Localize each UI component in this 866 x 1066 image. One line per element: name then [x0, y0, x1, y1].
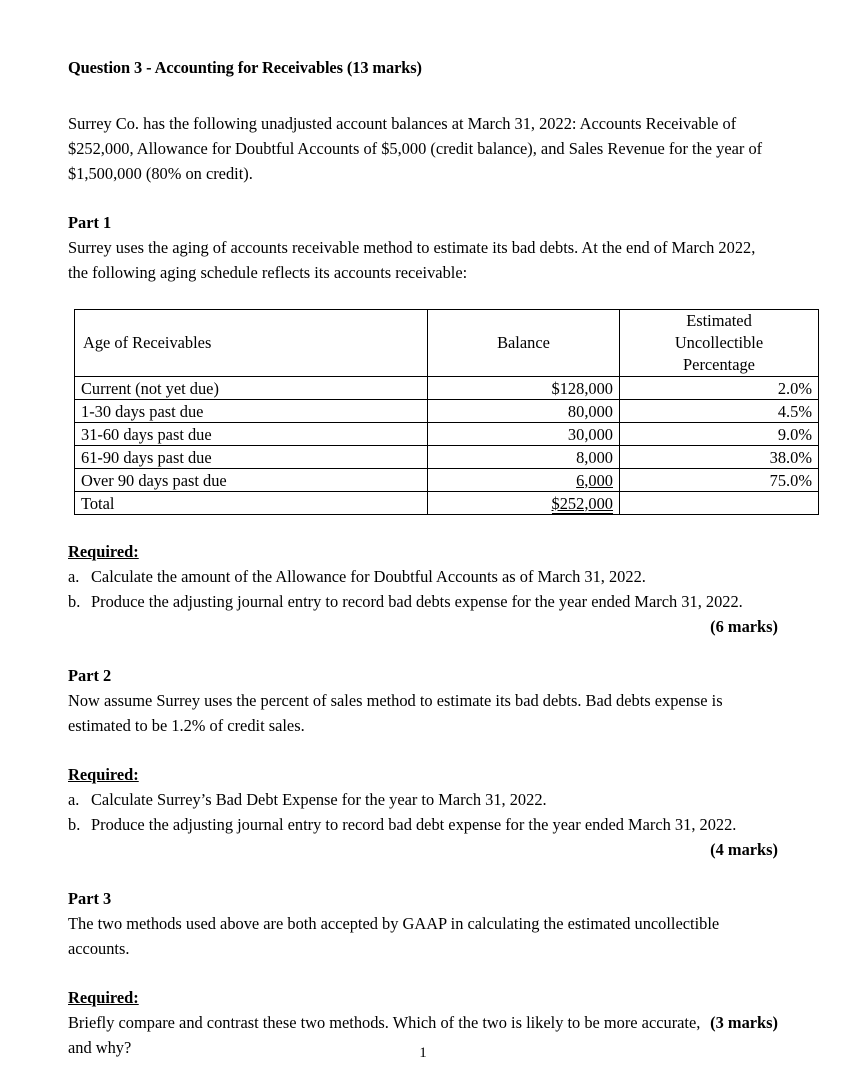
cell-balance-value: 6,000 [576, 470, 613, 490]
list-marker: b. [68, 592, 81, 611]
column-header-pct-line1: Estimated [686, 311, 752, 330]
list-marker: a. [68, 790, 80, 809]
part3-body: The two methods used above are both accepted by GAAP in calculating the estimated uncollectible accounts. [68, 914, 720, 958]
list-marker: a. [68, 567, 80, 586]
table-total-row [75, 492, 819, 515]
part1-required-label: Required: [68, 542, 139, 561]
cell-age: 1-30 days past due [75, 400, 428, 423]
table-row [75, 377, 819, 400]
cell-age: Current (not yet due) [75, 377, 428, 400]
table-row [75, 423, 819, 446]
part3-required-label: Required: [68, 988, 139, 1007]
part2-body: Now assume Surrey uses the percent of sales method to estimate its bad debts. Bad debts expense is estimated to be 1.2% of credit sales. [68, 691, 723, 735]
column-header-balance: Balance [428, 310, 620, 377]
part2-marks: (4 marks) [710, 840, 778, 859]
cell-balance [428, 469, 620, 492]
column-header-pct-line2: Uncollectible [674, 333, 764, 352]
cell-percentage: 75.0% [620, 469, 819, 492]
list-item [68, 812, 778, 837]
part2-required-label: Required: [68, 765, 139, 784]
list-item-text: Produce the adjusting journal entry to record bad debts expense for the year ended March 31, 2022. [91, 592, 743, 611]
cell-total-balance-value: $252,000 [551, 493, 613, 513]
aging-schedule-table [74, 309, 819, 515]
cell-total-balance [428, 492, 620, 515]
list-item [68, 787, 778, 812]
part1-marks: (6 marks) [710, 617, 778, 636]
list-item-text: Produce the adjusting journal entry to record bad debt expense for the year ended March 31, 2022. [91, 815, 737, 834]
part1-body: Surrey uses the aging of accounts receivable method to estimate its bad debts. At the end of March 2022, the following aging schedule reflects its accounts receivable: [68, 238, 756, 282]
cell-age: 31-60 days past due [75, 423, 428, 446]
list-item-text: Calculate the amount of the Allowance for Doubtful Accounts as of March 31, 2022. [91, 567, 646, 586]
table-header-row [75, 310, 819, 377]
cell-age: 61-90 days past due [75, 446, 428, 469]
part3-heading: Part 3 [68, 889, 112, 908]
question-title: Question 3 - Accounting for Receivables (13 marks) [68, 58, 422, 77]
list-item [68, 564, 778, 589]
cell-total-percentage [620, 492, 819, 515]
table-row [75, 446, 819, 469]
list-item-text: Calculate Surrey’s Bad Debt Expense for the year to March 31, 2022. [91, 790, 547, 809]
document-page [68, 0, 812, 1061]
cell-balance: 30,000 [428, 423, 620, 446]
part3-question-text: Briefly compare and contrast these two methods. Which of the two is likely to be more accurate, and why? [68, 1013, 701, 1057]
part2-heading: Part 2 [68, 666, 112, 685]
part1-required-list [68, 564, 778, 614]
cell-percentage: 4.5% [620, 400, 819, 423]
cell-percentage: 2.0% [620, 377, 819, 400]
cell-percentage: 9.0% [620, 423, 819, 446]
table-row [75, 469, 819, 492]
cell-balance: 80,000 [428, 400, 620, 423]
question-intro-paragraph: Surrey Co. has the following unadjusted account balances at March 31, 2022: Accounts Receivable of $252,000, Allowance for Doubtful Accounts of $5,000 (credit balance), and Sales Revenue for the year of $1,500,000 (80% on credit). [68, 114, 763, 183]
table-row [75, 400, 819, 423]
list-marker: b. [68, 815, 81, 834]
page-number: 1 [419, 1045, 427, 1061]
list-item [68, 589, 778, 614]
column-header-age: Age of Receivables [75, 310, 428, 377]
part1-heading: Part 1 [68, 213, 112, 232]
part3-marks: (3 marks) [710, 1013, 778, 1032]
column-header-pct-line3: Percentage [683, 355, 755, 374]
cell-balance: 8,000 [428, 446, 620, 469]
cell-percentage: 38.0% [620, 446, 819, 469]
column-header-uncollectible-percentage [620, 310, 819, 377]
cell-total-label: Total [75, 492, 428, 515]
cell-age: Over 90 days past due [75, 469, 428, 492]
cell-balance: $128,000 [428, 377, 620, 400]
part2-required-list [68, 787, 778, 837]
